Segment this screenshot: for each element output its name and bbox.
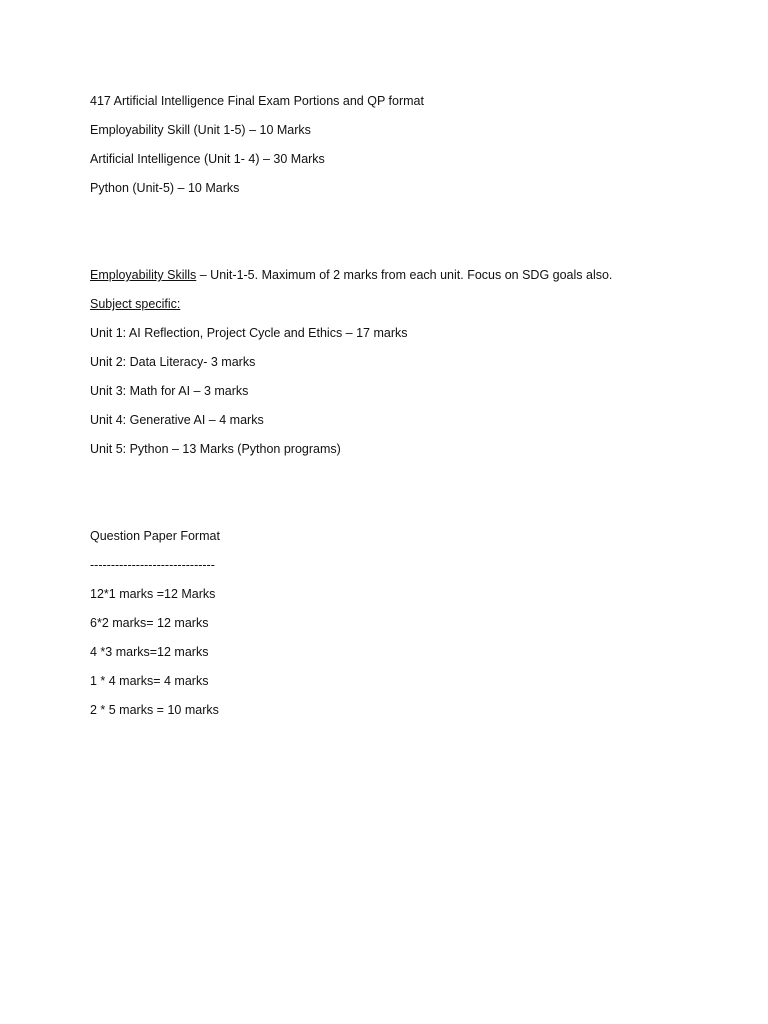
- qp-format-heading: Question Paper Format: [90, 529, 220, 543]
- qp-item: 1 * 4 marks= 4 marks: [90, 674, 209, 688]
- qp-item: 4 *3 marks=12 marks: [90, 645, 209, 659]
- summary-line-ai: Artificial Intelligence (Unit 1- 4) – 30 Marks: [90, 152, 325, 166]
- unit-line: Unit 3: Math for AI – 3 marks: [90, 384, 249, 398]
- qp-item: 6*2 marks= 12 marks: [90, 616, 209, 630]
- qp-item: 12*1 marks =12 Marks: [90, 587, 216, 601]
- subject-specific-label: Subject specific:: [90, 297, 181, 311]
- blank-line: [90, 470, 710, 487]
- unit-line: Unit 2: Data Literacy- 3 marks: [90, 355, 256, 369]
- qp-item: 2 * 5 marks = 10 marks: [90, 703, 219, 717]
- document-body: [90, 93, 710, 731]
- unit-line: Unit 1: AI Reflection, Project Cycle and Ethics – 17 marks: [90, 326, 408, 340]
- document-title: 417 Artificial Intelligence Final Exam Portions and QP format: [90, 94, 424, 108]
- employability-text: – Unit-1-5. Maximum of 2 marks from each unit. Focus on SDG goals also.: [196, 268, 613, 282]
- blank-line: [90, 209, 710, 226]
- summary-line-python: Python (Unit-5) – 10 Marks: [90, 181, 240, 195]
- qp-divider: ------------------------------: [90, 558, 215, 572]
- blank-line: [90, 499, 710, 516]
- unit-line: Unit 5: Python – 13 Marks (Python programs): [90, 442, 341, 456]
- employability-paragraph: [90, 267, 710, 284]
- blank-line: [90, 238, 710, 255]
- unit-line: Unit 4: Generative AI – 4 marks: [90, 413, 264, 427]
- employability-label: Employability Skills: [90, 268, 197, 282]
- summary-line-employability: Employability Skill (Unit 1-5) – 10 Marks: [90, 123, 311, 137]
